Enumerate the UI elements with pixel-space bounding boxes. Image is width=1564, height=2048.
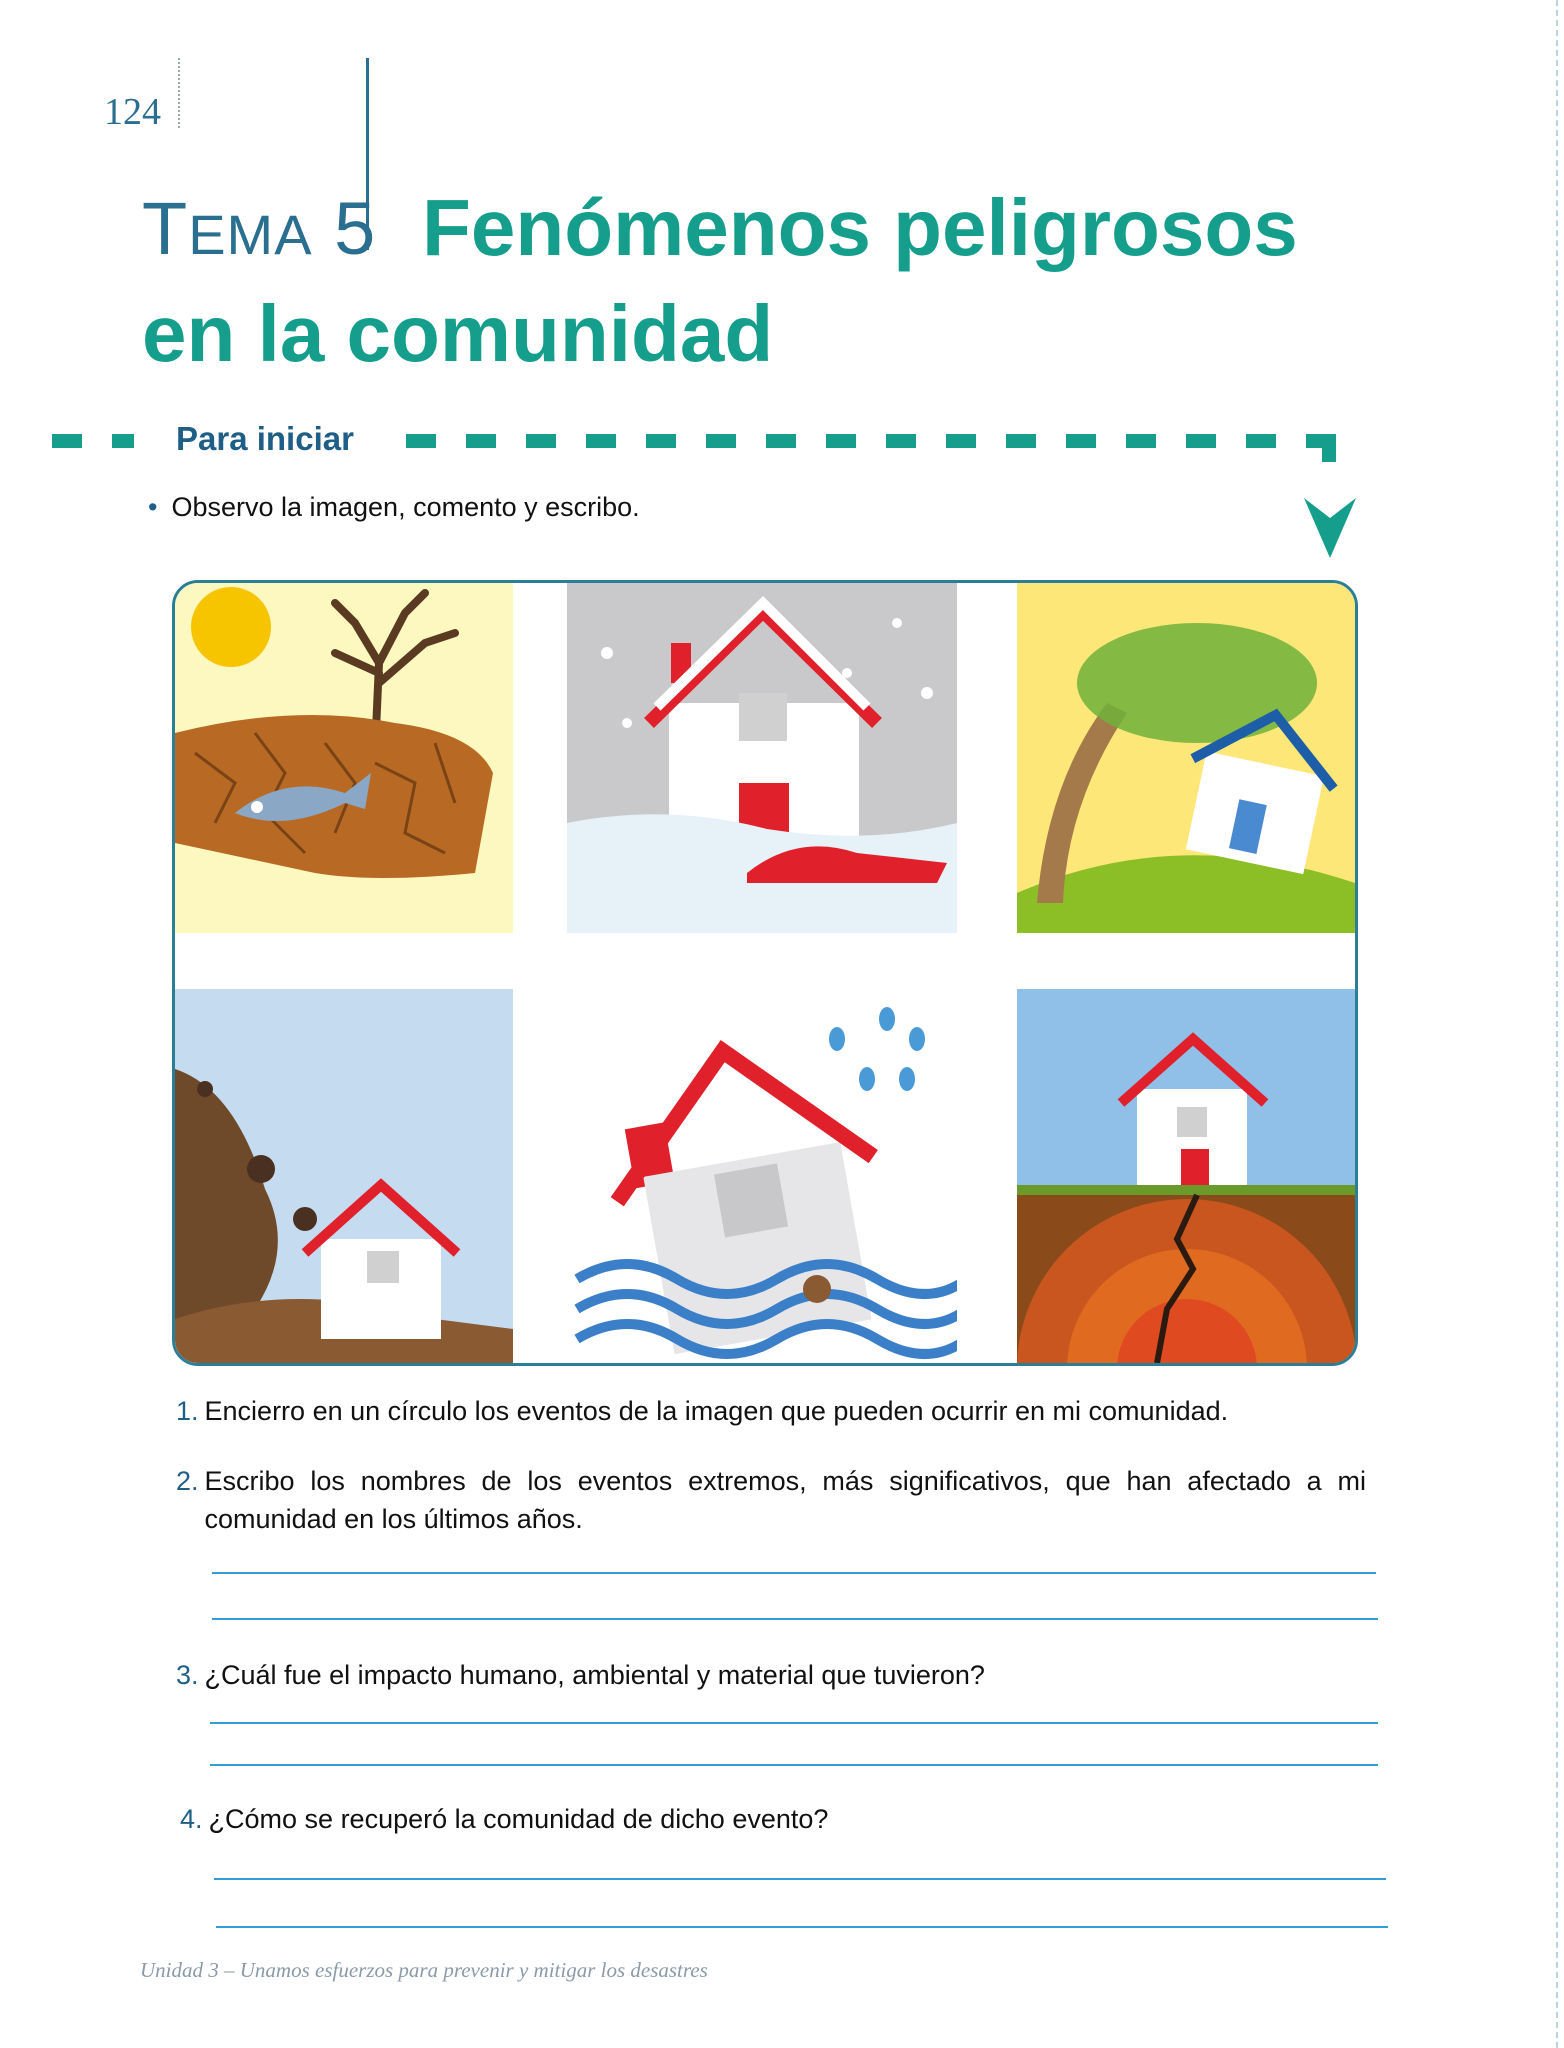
- dashed-rule-corner: [1322, 434, 1336, 462]
- page-edge-guide: [1556, 0, 1558, 2048]
- topic-label-initial: T: [142, 187, 189, 270]
- answer-line[interactable]: [216, 1926, 1388, 1928]
- question-number: 4.: [180, 1804, 203, 1834]
- bullet: •: [148, 492, 158, 522]
- question-number: 3.: [176, 1660, 199, 1690]
- topic-label-rest: EMA: [188, 203, 313, 266]
- earthquake-panel: [1017, 989, 1355, 1363]
- page-title-line-1: Fenómenos peligrosos: [422, 183, 1298, 272]
- dashed-rule-right: [406, 434, 1336, 448]
- down-arrow-icon: [1302, 496, 1358, 562]
- landslide-panel: [175, 989, 513, 1363]
- question-text: ¿Cuál fue el impacto humano, ambiental y material que tuvieron?: [204, 1660, 985, 1690]
- question-2: [176, 1462, 1366, 1538]
- question-text: Escribo los nombres de los eventos extremos, más significativos, que han afectado a mi comunidad en los últimos años.: [204, 1466, 1366, 1534]
- page-number: 124: [104, 91, 161, 133]
- answer-line[interactable]: [210, 1764, 1378, 1766]
- page-title-line-2: en la comunidad: [142, 289, 774, 378]
- snowstorm-panel: [567, 583, 957, 933]
- page-number-divider: [178, 58, 180, 128]
- drought-panel: [175, 583, 513, 933]
- question-number: 2.: [176, 1466, 199, 1496]
- topic-label: [142, 186, 376, 271]
- flood-panel: [567, 989, 957, 1363]
- question-text: Encierro en un círculo los eventos de la imagen que pueden ocurrir en mi comunidad.: [204, 1396, 1229, 1426]
- question-3: [176, 1656, 985, 1694]
- sun-icon: [191, 587, 271, 667]
- question-text: ¿Cómo se recuperó la comunidad de dicho evento?: [208, 1804, 829, 1834]
- dashed-rule-left: [52, 434, 134, 448]
- answer-line[interactable]: [214, 1878, 1386, 1880]
- answer-line[interactable]: [212, 1572, 1376, 1574]
- instruction-text: Observo la imagen, comento y escribo.: [171, 492, 640, 522]
- question-1: [176, 1392, 1228, 1430]
- answer-line[interactable]: [212, 1618, 1378, 1620]
- topic-number: 5: [334, 187, 377, 270]
- windstorm-panel: [1017, 583, 1355, 933]
- page-footer: Unidad 3 – Unamos esfuerzos para prevenir y mitigar los desastres: [140, 1958, 708, 1982]
- hazards-illustration: [172, 580, 1358, 1366]
- question-4: [180, 1800, 828, 1838]
- question-number: 1.: [176, 1396, 199, 1426]
- answer-line[interactable]: [210, 1722, 1378, 1724]
- dog-icon: [803, 1275, 831, 1303]
- instruction: [148, 492, 640, 523]
- section-heading: Para iniciar: [176, 420, 354, 457]
